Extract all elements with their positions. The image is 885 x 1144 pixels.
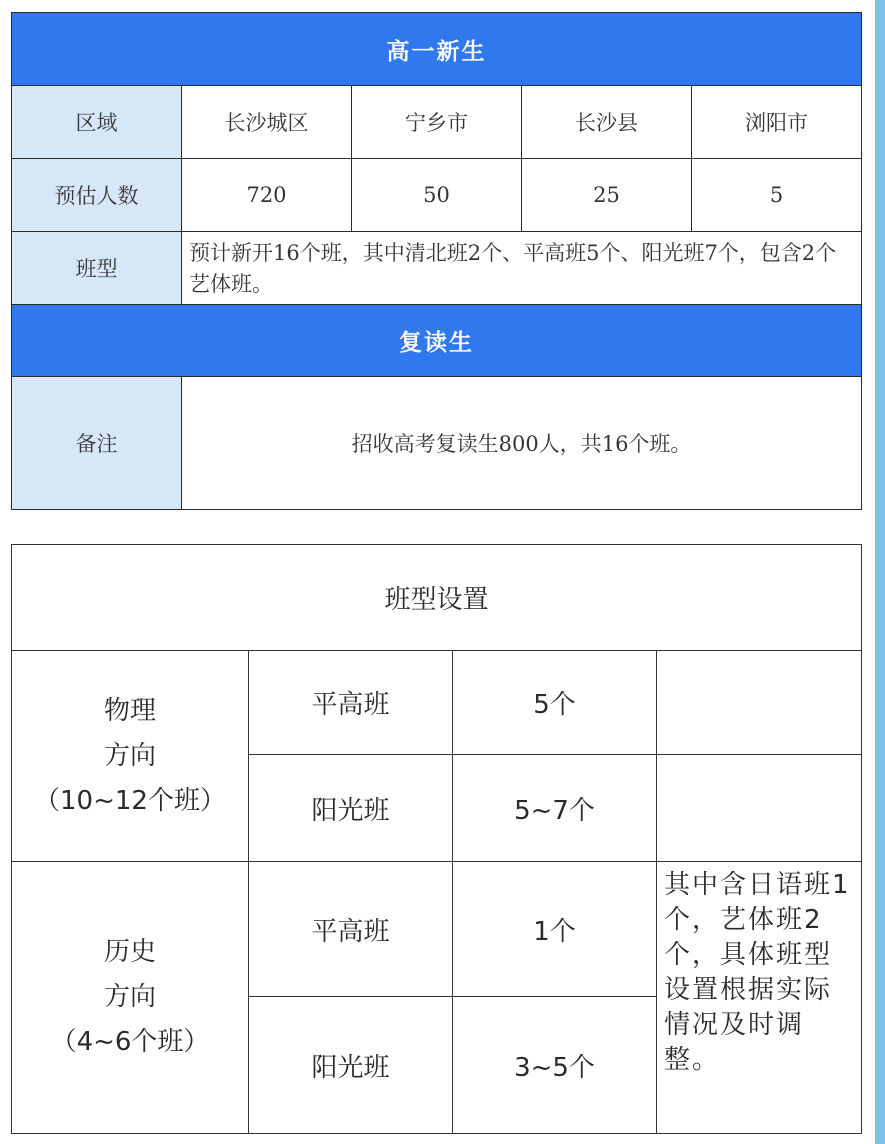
estimate-label: 预估人数 [12,159,182,232]
estimate-cell: 50 [352,159,522,232]
repeat-title: 复读生 [12,305,862,377]
region-cell: 长沙城区 [182,86,352,159]
physics-class-range: （10~12个班） [34,785,226,816]
history-direction-cell [12,862,249,1134]
history-note-cell: 其中含日语班1个，艺体班2个，具体班型设置根据实际情况及时调整。 [657,862,862,1134]
estimate-cell: 25 [522,159,692,232]
class-type-cell: 阳光班 [249,997,453,1134]
freshman-title: 高一新生 [12,13,862,86]
class-type-cell: 阳光班 [249,755,453,862]
class-count-cell: 5个 [453,651,657,755]
class-type-label: 班型 [12,232,182,305]
class-type-cell: 平高班 [249,862,453,997]
freshman-table [11,12,862,510]
empty-note-cell [657,651,862,755]
empty-note-cell [657,755,862,862]
class-type-text: 预计新开16个班，其中清北班2个、平高班5个、阳光班7个，包含2个艺体班。 [182,232,862,305]
estimate-cell: 5 [692,159,862,232]
class-type-cell: 平高班 [249,651,453,755]
region-label: 区域 [12,86,182,159]
region-cell: 长沙县 [522,86,692,159]
physics-direction-cell [12,651,249,862]
class-setup-table [11,544,862,1134]
right-edge-bar [875,0,885,1144]
class-setup-title: 班型设置 [12,545,862,651]
physics-name: 物理 [103,695,156,726]
class-count-cell: 1个 [453,862,657,997]
class-count-cell: 3~5个 [453,997,657,1134]
physics-direction: 方向 [103,740,156,771]
region-cell: 浏阳市 [692,86,862,159]
history-name: 历史 [103,937,156,967]
history-class-range: （4~6个班） [50,1027,210,1057]
estimate-cell: 720 [182,159,352,232]
class-count-cell: 5~7个 [453,755,657,862]
history-direction: 方向 [103,982,156,1012]
note-text: 招收高考复读生800人，共16个班。 [182,377,862,510]
region-cell: 宁乡市 [352,86,522,159]
note-label: 备注 [12,377,182,510]
